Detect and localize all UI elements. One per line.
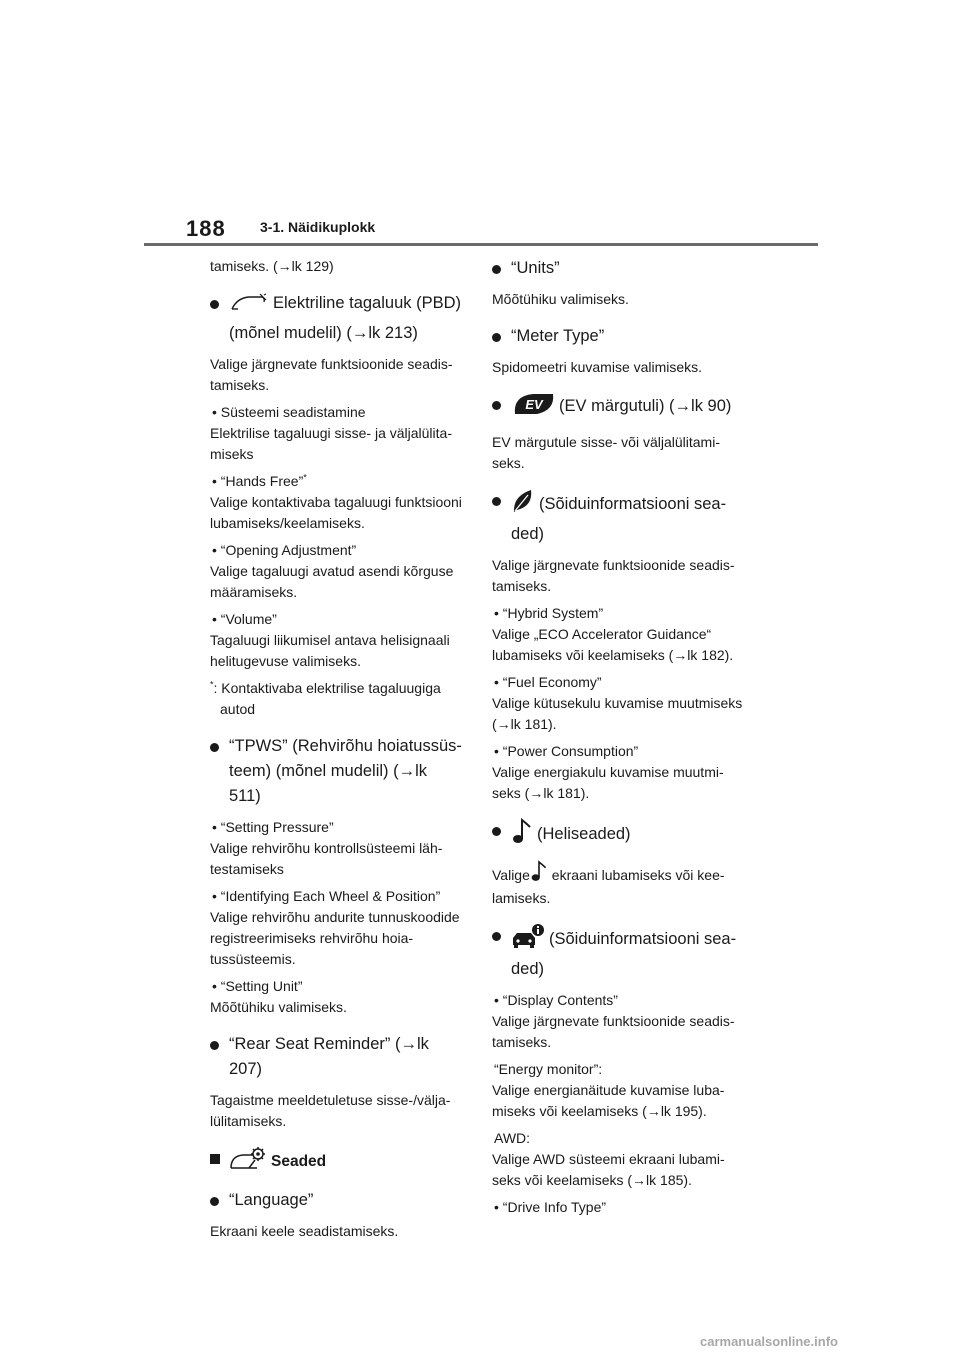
list-item-desc: Tagaluugi liikumisel antava helisignaali helitugevuse valimiseks. bbox=[210, 632, 450, 669]
language-heading bbox=[210, 1188, 462, 1213]
ev-heading-text: (EV märgutuli) (→lk 90) bbox=[559, 397, 732, 415]
footnote-marker: * bbox=[303, 472, 307, 483]
intro-text: tamiseks. (→lk 129) bbox=[210, 258, 334, 274]
car-info-icon bbox=[511, 923, 545, 957]
bullet-dot bbox=[210, 1041, 219, 1050]
gear-meter-icon bbox=[227, 1146, 267, 1180]
vehicle-info-heading-text: (Sõiduinformatsiooni seaded) bbox=[511, 930, 737, 978]
bullet-dot bbox=[492, 497, 501, 506]
list-item-desc: Valige energiakulu kuvamise muutmiseks (→lk 181). bbox=[492, 764, 724, 801]
music-note-icon bbox=[530, 860, 548, 888]
list-item-label: • “Power Consumption” bbox=[494, 743, 639, 759]
energy-monitor-label: “Energy monitor”: bbox=[494, 1061, 603, 1077]
list-item-desc: Elektrilise tagaluugi sisse- ja väljalülitamiseks bbox=[210, 425, 453, 462]
list-item-label: • “Fuel Economy” bbox=[494, 674, 602, 690]
list-item-label: • “Hybrid System” bbox=[494, 605, 604, 621]
sounds-desc bbox=[492, 860, 744, 909]
footnote-mark: * bbox=[210, 679, 214, 690]
sounds-desc-after: ekraani lubamiseks või keelamiseks. bbox=[492, 867, 725, 906]
meter-type-heading-text: “Meter Type” bbox=[511, 327, 605, 345]
bullet-dot bbox=[210, 1197, 219, 1206]
bullet-dot bbox=[492, 265, 501, 274]
header-divider bbox=[144, 243, 818, 246]
list-item-desc: Valige „ECO Accelerator Guidance“ lubamiseks või keelamiseks (→lk 182). bbox=[492, 626, 734, 663]
bullet-dot bbox=[210, 300, 219, 309]
list-item-label: • “Volume” bbox=[212, 611, 277, 627]
units-heading bbox=[492, 256, 744, 281]
rear-seat-desc: Tagaistme meeldetuletuse sisse-/väljalülitamiseks. bbox=[210, 1092, 451, 1129]
sounds-heading bbox=[492, 818, 744, 852]
bullet-dot bbox=[492, 932, 501, 941]
drive-info-desc: Valige järgnevate funktsioonide seadistamiseks. bbox=[492, 557, 735, 594]
page-number: 188 bbox=[186, 216, 226, 241]
list-item-label bbox=[210, 471, 462, 492]
pbd-desc: Valige järgnevate funktsioonide seadistamiseks. bbox=[210, 356, 453, 393]
meter-type-heading bbox=[492, 324, 744, 349]
settings-heading bbox=[210, 1146, 462, 1180]
list-item-desc: Valige rehvirõhu kontrollsüsteemi lähtestamiseks bbox=[210, 840, 443, 877]
list-item-label: • “Setting Pressure” bbox=[212, 819, 334, 835]
ev-heading bbox=[492, 392, 744, 424]
pbd-heading bbox=[210, 291, 462, 346]
awd-label: AWD: bbox=[494, 1130, 531, 1146]
right-column bbox=[492, 256, 744, 1218]
ev-icon-text: EV bbox=[525, 397, 543, 412]
bullet-dot bbox=[492, 333, 501, 342]
tpws-heading bbox=[210, 734, 462, 809]
awd-desc: Valige AWD süsteemi ekraani lubamiseks või keelamiseks (→lk 185). bbox=[492, 1151, 725, 1188]
rear-seat-heading-text: “Rear Seat Reminder” (→lk 207) bbox=[229, 1035, 429, 1078]
pbd-heading-text: Elektriline tagaluuk (PBD) (mõnel mudelil) (→lk 213) bbox=[229, 294, 461, 342]
drive-info-heading bbox=[492, 488, 744, 547]
bullet-dot bbox=[210, 743, 219, 752]
tailgate-icon bbox=[229, 293, 269, 321]
meter-type-desc: Spidomeetri kuvamise valimiseks. bbox=[492, 359, 703, 375]
list-item-label: • Süsteemi seadistamine bbox=[212, 404, 366, 420]
list-item-label: • “Identifying Each Wheel & Position” bbox=[212, 888, 441, 904]
ev-desc: EV märgutule sisse- või väljalülitamiseks. bbox=[492, 434, 720, 471]
language-heading-text: “Language” bbox=[229, 1191, 314, 1209]
settings-heading-text: Seaded bbox=[271, 1153, 327, 1170]
list-item-desc: Mõõtühiku valimiseks. bbox=[210, 999, 347, 1015]
drive-info-heading-text: (Sõiduinformatsiooni seaded) bbox=[511, 495, 727, 543]
list-item-label: • “Drive Info Type” bbox=[494, 1199, 607, 1215]
vehicle-info-heading bbox=[492, 923, 744, 982]
left-column bbox=[210, 256, 462, 1242]
hands-free-label: • “Hands Free” bbox=[212, 473, 304, 489]
sounds-heading-text: (Heliseaded) bbox=[537, 825, 631, 843]
list-item-label: • “Opening Adjustment” bbox=[212, 542, 357, 558]
list-item-desc: Valige tagaluugi avatud asendi kõrguse määramiseks. bbox=[210, 563, 454, 600]
list-item-label: • “Display Contents” bbox=[494, 992, 618, 1008]
bullet-dot bbox=[492, 401, 501, 410]
bullet-dot bbox=[492, 827, 501, 836]
rear-seat-heading bbox=[210, 1032, 462, 1082]
music-note-icon bbox=[511, 818, 533, 852]
leaf-icon bbox=[511, 488, 535, 522]
list-item-desc: Valige kontaktivaba tagaluugi funktsiooni lubamiseks/keelamiseks. bbox=[210, 494, 462, 531]
energy-monitor-desc: Valige energianäitude kuvamise lubamiseks või keelamiseks (→lk 195). bbox=[492, 1082, 725, 1119]
ev-indicator-icon bbox=[511, 392, 555, 424]
section-title: 3-1. Näidikuplokk bbox=[260, 219, 376, 235]
sounds-desc-before: Valige bbox=[492, 867, 530, 883]
square-bullet bbox=[210, 1154, 220, 1164]
footnote bbox=[210, 678, 462, 720]
list-item-desc: Valige kütusekulu kuvamise muutmiseks (→lk 181). bbox=[492, 695, 743, 732]
tpws-heading-text: “TPWS” (Rehvirõhu hoiatussüsteem) (mõnel mudelil) (→lk 511) bbox=[229, 737, 462, 805]
list-item-desc: Valige rehvirõhu andurite tunnuskoodide registreerimiseks rehvirõhu hoiatussüsteemis. bbox=[210, 909, 460, 967]
watermark: carmanualsonline.info bbox=[700, 1334, 838, 1349]
list-item-desc: Valige järgnevate funktsioonide seadistamiseks. bbox=[492, 1013, 735, 1050]
footnote-text: : Kontaktivaba elektrilise tagaluugiga autod bbox=[213, 680, 441, 717]
units-desc: Mõõtühiku valimiseks. bbox=[492, 291, 629, 307]
list-item-label: • “Setting Unit” bbox=[212, 978, 303, 994]
units-heading-text: “Units” bbox=[511, 259, 560, 277]
language-desc: Ekraani keele seadistamiseks. bbox=[210, 1223, 399, 1239]
